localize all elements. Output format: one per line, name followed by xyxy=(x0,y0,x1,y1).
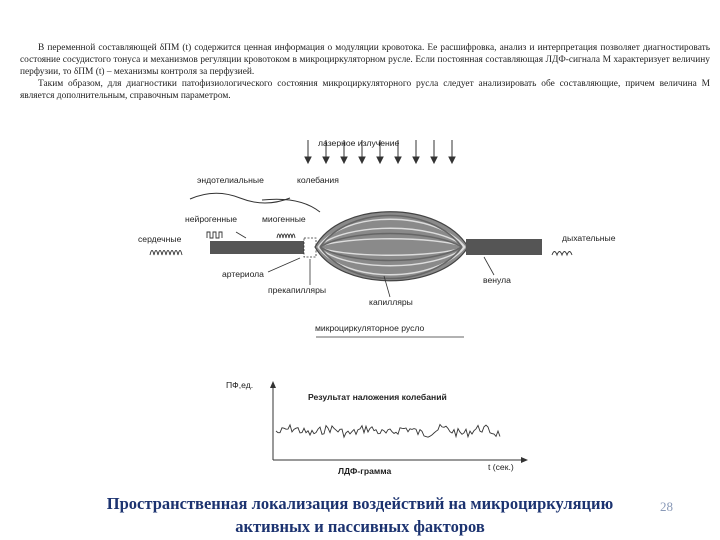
capillaries-label: капилляры xyxy=(369,297,413,307)
neurogenic-arrow xyxy=(236,232,246,238)
arteriole-label: артериола xyxy=(222,269,264,279)
neurogenic-label: нейрогенные xyxy=(185,214,238,224)
precapillary-segment xyxy=(304,238,316,257)
cardiac-label: сердечные xyxy=(138,234,182,244)
venule-pointer xyxy=(484,257,494,275)
arteriole-pointer xyxy=(268,258,300,272)
respiratory-label: дыхательные xyxy=(562,233,616,243)
myogenic-wave xyxy=(277,234,295,238)
caption-line-2: активных и пассивных факторов xyxy=(235,517,485,536)
myogenic-label: миогенные xyxy=(262,214,306,224)
paragraph-2: Таким образом, для диагностики патофизиологического состояния микроциркуляторного русла следует анализировать обе составляющие, причем величина М является дополнительным, справочным параметром. xyxy=(20,79,710,101)
caption-line-1: Пространственная локализация воздействий на микроциркуляцию xyxy=(106,494,614,513)
cardiac-wave xyxy=(150,251,182,256)
ldf-signal xyxy=(276,425,500,438)
endothelial-label: эндотелиальные xyxy=(197,175,264,185)
endothelial-wave xyxy=(190,193,290,203)
precapillaries-label: прекапилляры xyxy=(268,285,327,295)
endothelial-arrow xyxy=(262,199,320,212)
laser-label: лазерное излучение xyxy=(318,138,400,148)
page-number: 28 xyxy=(660,499,673,514)
venule-vessel xyxy=(466,239,542,255)
graph-y-arrow xyxy=(270,381,276,388)
graph-ylabel: ПФ,ед. xyxy=(226,380,254,390)
graph-title: Результат наложения колебаний xyxy=(308,392,447,402)
graph-xlabel: ЛДФ-грамма xyxy=(338,466,392,476)
respiratory-wave xyxy=(552,252,572,256)
oscillations-label: колебания xyxy=(297,175,339,185)
paragraph-1: В переменной составляющей δПМ (t) содержится ценная информация о модуляции кровотока. Ее расшифровка, анализ и интерпретация позволяет диагностировать состояние сосудистого тонуса и механизмов регуляции кровотоком в микроциркуляторном русле. Если постоянная составляющая ЛДФ-сигнала М характеризует величину перфузии, то δПМ (t) – механизмы контроля за перфузией. xyxy=(20,43,710,77)
arteriole-vessel xyxy=(210,241,308,254)
capillary-network xyxy=(315,212,468,281)
venule-label: венула xyxy=(483,275,511,285)
bed-label: микроциркуляторное русло xyxy=(315,323,425,333)
graph-tlabel: t (сек.) xyxy=(488,462,514,472)
graph-x-arrow xyxy=(521,457,528,463)
ldf-graph xyxy=(226,380,528,476)
neurogenic-wave xyxy=(207,232,222,238)
